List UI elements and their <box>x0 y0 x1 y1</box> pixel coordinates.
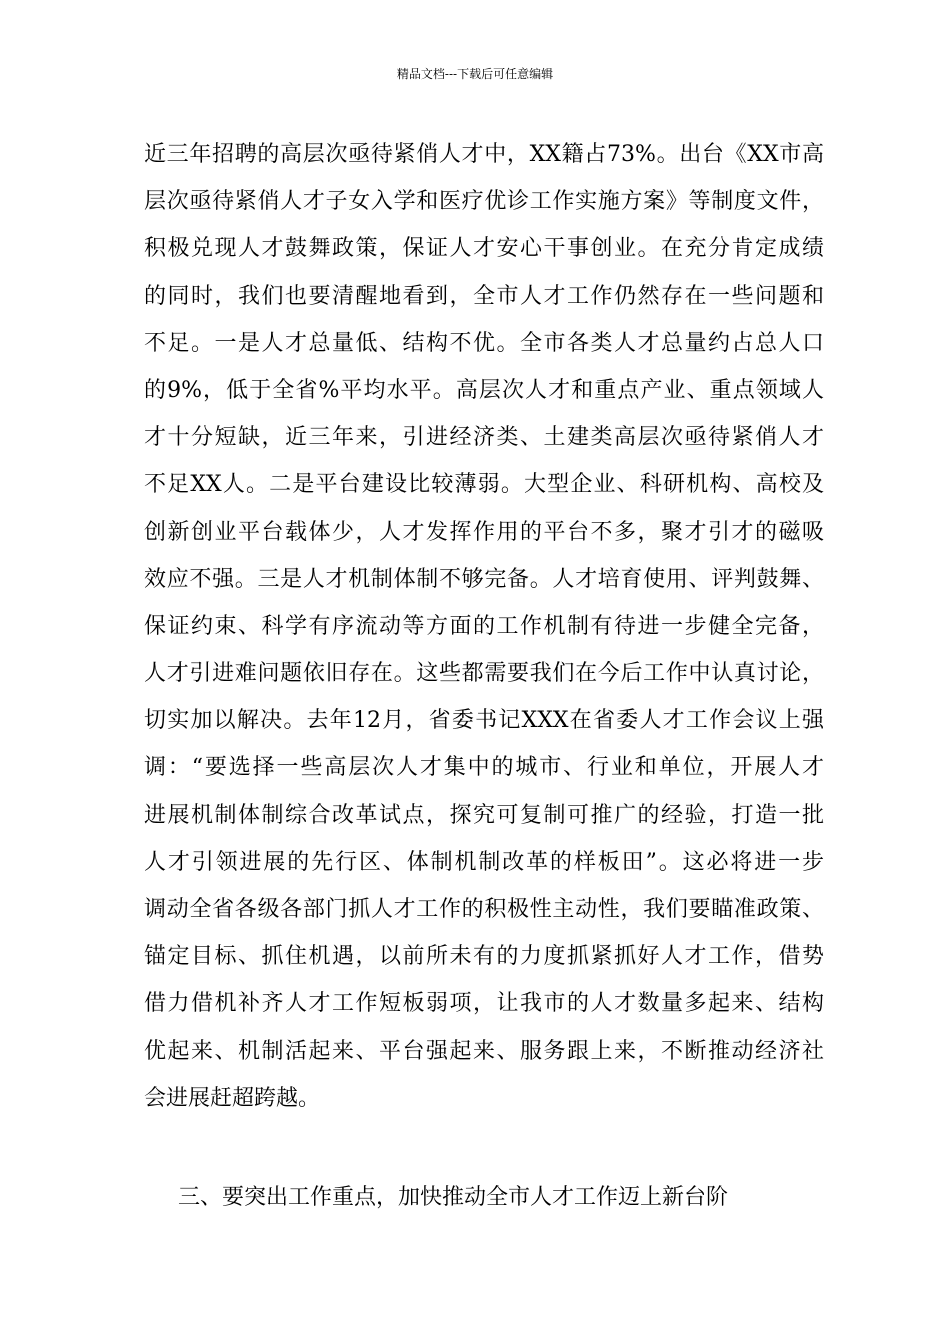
paragraph-line: 创新创业平台载体少，人才发挥作用的平台不多，聚才引才的磁吸 <box>144 519 824 545</box>
paragraph-line: 切实加以解决。去年12月，省委书记XXX在省委人才工作会议上强 <box>144 708 824 734</box>
paragraph-line: 不足。一是人才总量低、结构不优。全市各类人才总量约占总人口 <box>144 330 824 356</box>
paragraph-line: 层次亟待紧俏人才子女入学和医疗优诊工作实施方案》等制度文件， <box>144 189 824 215</box>
section-heading: 三、要突出工作重点，加快推动全市人才工作迈上新台阶 <box>178 1185 729 1210</box>
paragraph-line: 调：“要选择一些高层次人才集中的城市、行业和单位，开展人才 <box>144 755 824 781</box>
paragraph-line: 人才引进难问题依旧存在。这些都需要我们在今后工作中认真讨论， <box>144 661 824 687</box>
paragraph-line: 效应不强。三是人才机制体制不够完备。人才培育使用、评判鼓舞、 <box>144 566 824 592</box>
paragraph-line: 才十分短缺，近三年来，引进经济类、土建类高层次亟待紧俏人才 <box>144 425 824 451</box>
paragraph-line: 不足XX人。二是平台建设比较薄弱。大型企业、科研机构、高校及 <box>144 472 824 498</box>
paragraph-line: 调动全省各级各部门抓人才工作的积极性主动性，我们要瞄准政策、 <box>144 897 824 922</box>
paragraph-line: 进展机制体制综合改革试点，探究可复制可推广的经验，打造一批 <box>144 802 824 828</box>
paragraph-line: 借力借机补齐人才工作短板弱项，让我市的人才数量多起来、结构 <box>144 991 824 1017</box>
paragraph-line: 保证约束、科学有序流动等方面的工作机制有待进一步健全完备， <box>144 613 824 639</box>
paragraph-line: 会进展赶超跨越。 <box>144 1085 321 1111</box>
paragraph-line: 人才引领进展的先行区、体制机制改革的样板田”。这必将进一步 <box>144 849 824 875</box>
paragraph-line: 近三年招聘的高层次亟待紧俏人才中，XX籍占73%。出台《XX市高 <box>144 142 824 167</box>
page-header: 精品文档---下载后可任意编辑 <box>396 67 554 81</box>
paragraph-line: 的同时，我们也要清醒地看到，全市人才工作仍然存在一些问题和 <box>144 283 824 309</box>
body-paragraph <box>144 131 824 1122</box>
paragraph-line: 的9%，低于全省%平均水平。高层次人才和重点产业、重点领域人 <box>144 377 824 403</box>
paragraph-line: 优起来、机制活起来、平台强起来、服务跟上来，不断推动经济社 <box>144 1038 824 1064</box>
paragraph-line: 积极兑现人才鼓舞政策，保证人才安心干事创业。在充分肯定成绩 <box>144 236 824 262</box>
paragraph-line: 锚定目标、抓住机遇，以前所未有的力度抓紧抓好人才工作，借势 <box>144 944 824 970</box>
